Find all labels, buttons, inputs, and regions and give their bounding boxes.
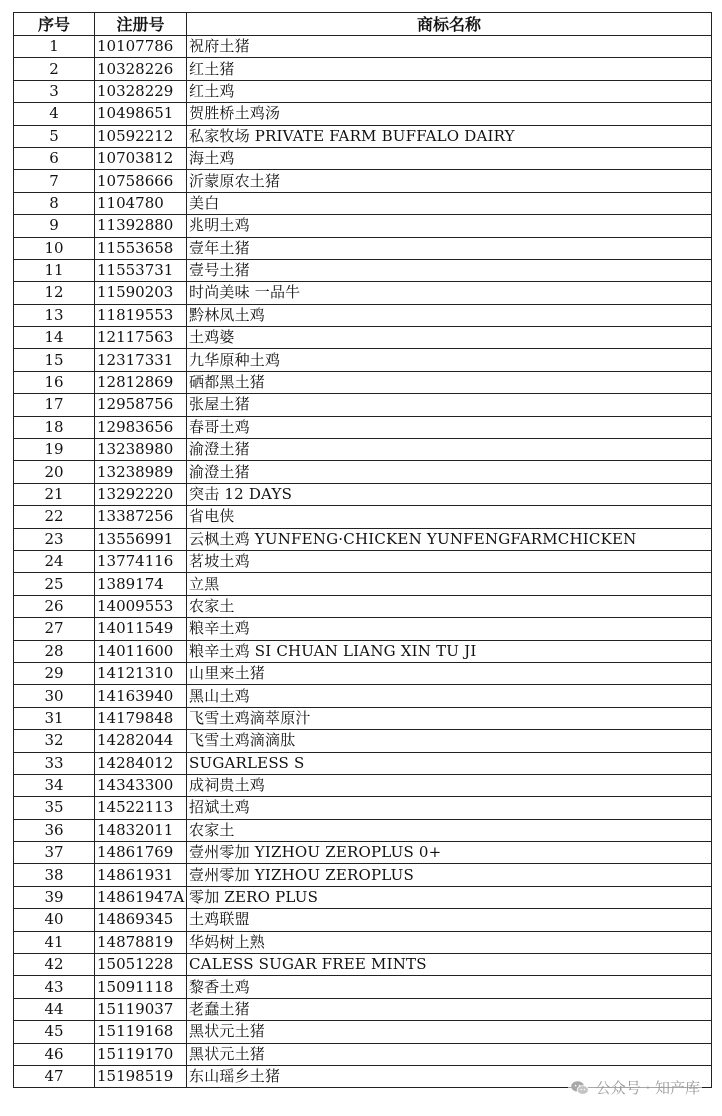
table-row (14, 483, 712, 505)
trademark-name-cell: 私家牧场 PRIVATE FARM BUFFALO DAIRY (187, 125, 712, 147)
table-row (14, 976, 712, 998)
table-row (14, 215, 712, 237)
row-index-cell: 27 (14, 618, 95, 640)
registration-number-cell: 14832011 (95, 819, 187, 841)
header-registration-number: 注册号 (95, 13, 187, 36)
table-row (14, 394, 712, 416)
row-index-cell: 33 (14, 752, 95, 774)
row-index-cell: 34 (14, 774, 95, 796)
trademark-name-cell: 云枫土鸡 YUNFENG·CHICKEN YUNFENGFARMCHICKEN (187, 528, 712, 550)
table-row (14, 752, 712, 774)
registration-number-cell: 13774116 (95, 550, 187, 572)
trademark-table (13, 12, 712, 1088)
registration-number-cell: 14009553 (95, 595, 187, 617)
row-index-cell: 30 (14, 685, 95, 707)
trademark-name-cell: 成祠贵土鸡 (187, 774, 712, 796)
registration-number-cell: 10328229 (95, 80, 187, 102)
watermark (568, 1077, 702, 1098)
row-index-cell: 42 (14, 954, 95, 976)
trademark-name-cell: 华妈树上熟 (187, 931, 712, 953)
table-row (14, 998, 712, 1020)
row-index-cell: 46 (14, 1043, 95, 1065)
trademark-name-cell: 兆明土鸡 (187, 215, 712, 237)
registration-number-cell: 15119170 (95, 1043, 187, 1065)
registration-number-cell: 10592212 (95, 125, 187, 147)
registration-number-cell: 14282044 (95, 730, 187, 752)
registration-number-cell: 14343300 (95, 774, 187, 796)
table-row (14, 439, 712, 461)
registration-number-cell: 13238980 (95, 439, 187, 461)
table-row (14, 618, 712, 640)
trademark-name-cell: 黑山土鸡 (187, 685, 712, 707)
registration-number-cell: 12983656 (95, 416, 187, 438)
row-index-cell: 18 (14, 416, 95, 438)
registration-number-cell: 11590203 (95, 282, 187, 304)
trademark-name-cell: 壹年土猪 (187, 237, 712, 259)
table-row (14, 774, 712, 796)
trademark-name-cell: 茗坡土鸡 (187, 550, 712, 572)
table-row (14, 349, 712, 371)
table-row (14, 103, 712, 125)
registration-number-cell: 10758666 (95, 170, 187, 192)
trademark-name-cell: 粮辛土鸡 (187, 618, 712, 640)
table-body (14, 36, 712, 1088)
row-index-cell: 37 (14, 842, 95, 864)
table-row (14, 842, 712, 864)
registration-number-cell: 11553658 (95, 237, 187, 259)
trademark-name-cell: 九华原种土鸡 (187, 349, 712, 371)
row-index-cell: 12 (14, 282, 95, 304)
row-index-cell: 17 (14, 394, 95, 416)
trademark-name-cell: 飞雪土鸡滴萃原汁 (187, 707, 712, 729)
trademark-name-cell: 壹州零加 YIZHOU ZEROPLUS 0+ (187, 842, 712, 864)
table-row (14, 237, 712, 259)
trademark-name-cell: 贺胜桥土鸡汤 (187, 103, 712, 125)
trademark-name-cell: 时尚美味 一品牛 (187, 282, 712, 304)
trademark-name-cell: 春哥土鸡 (187, 416, 712, 438)
trademark-name-cell: 黑状元土猪 (187, 1021, 712, 1043)
registration-number-cell: 15119168 (95, 1021, 187, 1043)
table-row (14, 80, 712, 102)
row-index-cell: 26 (14, 595, 95, 617)
header-trademark-name: 商标名称 (187, 13, 712, 36)
registration-number-cell: 15198519 (95, 1065, 187, 1087)
trademark-name-cell: 壹号土猪 (187, 259, 712, 281)
trademark-name-cell: 农家土 (187, 819, 712, 841)
table-header-row (14, 13, 712, 36)
table-row (14, 147, 712, 169)
trademark-name-cell: 壹州零加 YIZHOU ZEROPLUS (187, 864, 712, 886)
registration-number-cell: 10498651 (95, 103, 187, 125)
table-row (14, 954, 712, 976)
trademark-name-cell: 土鸡婆 (187, 327, 712, 349)
row-index-cell: 2 (14, 58, 95, 80)
trademark-name-cell: 硒都黑土猪 (187, 371, 712, 393)
row-index-cell: 16 (14, 371, 95, 393)
trademark-name-cell: 海土鸡 (187, 147, 712, 169)
row-index-cell: 15 (14, 349, 95, 371)
trademark-name-cell: 黑状元土猪 (187, 1043, 712, 1065)
trademark-name-cell: 零加 ZERO PLUS (187, 886, 712, 908)
registration-number-cell: 14861769 (95, 842, 187, 864)
row-index-cell: 40 (14, 909, 95, 931)
trademark-name-cell: 粮辛土鸡 SI CHUAN LIANG XIN TU JI (187, 640, 712, 662)
registration-number-cell: 14861947A (95, 886, 187, 908)
registration-number-cell: 14869345 (95, 909, 187, 931)
trademark-name-cell: 祝府土猪 (187, 36, 712, 58)
trademark-name-cell: 立黑 (187, 573, 712, 595)
registration-number-cell: 14121310 (95, 662, 187, 684)
row-index-cell: 36 (14, 819, 95, 841)
registration-number-cell: 12317331 (95, 349, 187, 371)
trademark-name-cell: 渝澄土猪 (187, 461, 712, 483)
registration-number-cell: 14011549 (95, 618, 187, 640)
trademark-name-cell: 张屋土猪 (187, 394, 712, 416)
trademark-name-cell: 红土鸡 (187, 80, 712, 102)
table-row (14, 1021, 712, 1043)
registration-number-cell: 14179848 (95, 707, 187, 729)
table-row (14, 1043, 712, 1065)
table-row (14, 685, 712, 707)
table-row (14, 259, 712, 281)
registration-number-cell: 10703812 (95, 147, 187, 169)
registration-number-cell: 12117563 (95, 327, 187, 349)
table-row (14, 707, 712, 729)
table-row (14, 36, 712, 58)
row-index-cell: 11 (14, 259, 95, 281)
row-index-cell: 8 (14, 192, 95, 214)
table-row (14, 573, 712, 595)
row-index-cell: 24 (14, 550, 95, 572)
row-index-cell: 4 (14, 103, 95, 125)
table-row (14, 662, 712, 684)
row-index-cell: 29 (14, 662, 95, 684)
trademark-name-cell: 美白 (187, 192, 712, 214)
registration-number-cell: 14861931 (95, 864, 187, 886)
table-row (14, 192, 712, 214)
table-row (14, 282, 712, 304)
row-index-cell: 43 (14, 976, 95, 998)
row-index-cell: 19 (14, 439, 95, 461)
row-index-cell: 45 (14, 1021, 95, 1043)
registration-number-cell: 1104780 (95, 192, 187, 214)
trademark-name-cell: 东山瑶乡土猪 (187, 1065, 712, 1087)
registration-number-cell: 14522113 (95, 797, 187, 819)
table-row (14, 640, 712, 662)
row-index-cell: 1 (14, 36, 95, 58)
row-index-cell: 39 (14, 886, 95, 908)
row-index-cell: 9 (14, 215, 95, 237)
trademark-name-cell: CALESS SUGAR FREE MINTS (187, 954, 712, 976)
table-row (14, 730, 712, 752)
trademark-name-cell: 飞雪土鸡滴滴肽 (187, 730, 712, 752)
table-row (14, 886, 712, 908)
registration-number-cell: 15091118 (95, 976, 187, 998)
registration-number-cell: 10328226 (95, 58, 187, 80)
registration-number-cell: 1389174 (95, 573, 187, 595)
registration-number-cell: 14878819 (95, 931, 187, 953)
registration-number-cell: 10107786 (95, 36, 187, 58)
table-row (14, 371, 712, 393)
registration-number-cell: 14284012 (95, 752, 187, 774)
registration-number-cell: 14011600 (95, 640, 187, 662)
trademark-table-container (13, 12, 711, 1088)
trademark-name-cell: 沂蒙原农土猪 (187, 170, 712, 192)
trademark-name-cell: 招斌土鸡 (187, 797, 712, 819)
table-row (14, 819, 712, 841)
row-index-cell: 47 (14, 1065, 95, 1087)
table-row (14, 797, 712, 819)
header-index: 序号 (14, 13, 95, 36)
registration-number-cell: 12812869 (95, 371, 187, 393)
table-row (14, 909, 712, 931)
row-index-cell: 10 (14, 237, 95, 259)
trademark-name-cell: 省电侠 (187, 506, 712, 528)
row-index-cell: 41 (14, 931, 95, 953)
trademark-name-cell: 渝澄土猪 (187, 439, 712, 461)
registration-number-cell: 13292220 (95, 483, 187, 505)
row-index-cell: 14 (14, 327, 95, 349)
table-row (14, 327, 712, 349)
table-row (14, 461, 712, 483)
trademark-name-cell: 山里来土猪 (187, 662, 712, 684)
row-index-cell: 13 (14, 304, 95, 326)
registration-number-cell: 14163940 (95, 685, 187, 707)
trademark-name-cell: 老蠢土猪 (187, 998, 712, 1020)
table-row (14, 125, 712, 147)
table-row (14, 931, 712, 953)
row-index-cell: 35 (14, 797, 95, 819)
registration-number-cell: 11392880 (95, 215, 187, 237)
registration-number-cell: 13387256 (95, 506, 187, 528)
registration-number-cell: 13238989 (95, 461, 187, 483)
trademark-name-cell: 黎香土鸡 (187, 976, 712, 998)
row-index-cell: 31 (14, 707, 95, 729)
row-index-cell: 6 (14, 147, 95, 169)
table-row (14, 595, 712, 617)
watermark-text: 公众号 · 知产库 (595, 1079, 700, 1097)
trademark-name-cell: 土鸡联盟 (187, 909, 712, 931)
table-row (14, 170, 712, 192)
row-index-cell: 21 (14, 483, 95, 505)
table-row (14, 506, 712, 528)
row-index-cell: 3 (14, 80, 95, 102)
table-row (14, 416, 712, 438)
row-index-cell: 5 (14, 125, 95, 147)
wechat-icon (570, 1080, 590, 1096)
row-index-cell: 44 (14, 998, 95, 1020)
row-index-cell: 20 (14, 461, 95, 483)
row-index-cell: 38 (14, 864, 95, 886)
trademark-name-cell: 红土猪 (187, 58, 712, 80)
table-row (14, 304, 712, 326)
row-index-cell: 23 (14, 528, 95, 550)
trademark-name-cell: SUGARLESS S (187, 752, 712, 774)
table-row (14, 528, 712, 550)
row-index-cell: 25 (14, 573, 95, 595)
registration-number-cell: 11553731 (95, 259, 187, 281)
table-row (14, 550, 712, 572)
table-row (14, 864, 712, 886)
row-index-cell: 32 (14, 730, 95, 752)
row-index-cell: 22 (14, 506, 95, 528)
registration-number-cell: 13556991 (95, 528, 187, 550)
row-index-cell: 28 (14, 640, 95, 662)
trademark-name-cell: 突击 12 DAYS (187, 483, 712, 505)
registration-number-cell: 12958756 (95, 394, 187, 416)
trademark-name-cell: 农家土 (187, 595, 712, 617)
trademark-name-cell: 黔林凤土鸡 (187, 304, 712, 326)
registration-number-cell: 15119037 (95, 998, 187, 1020)
registration-number-cell: 15051228 (95, 954, 187, 976)
table-row (14, 58, 712, 80)
row-index-cell: 7 (14, 170, 95, 192)
registration-number-cell: 11819553 (95, 304, 187, 326)
